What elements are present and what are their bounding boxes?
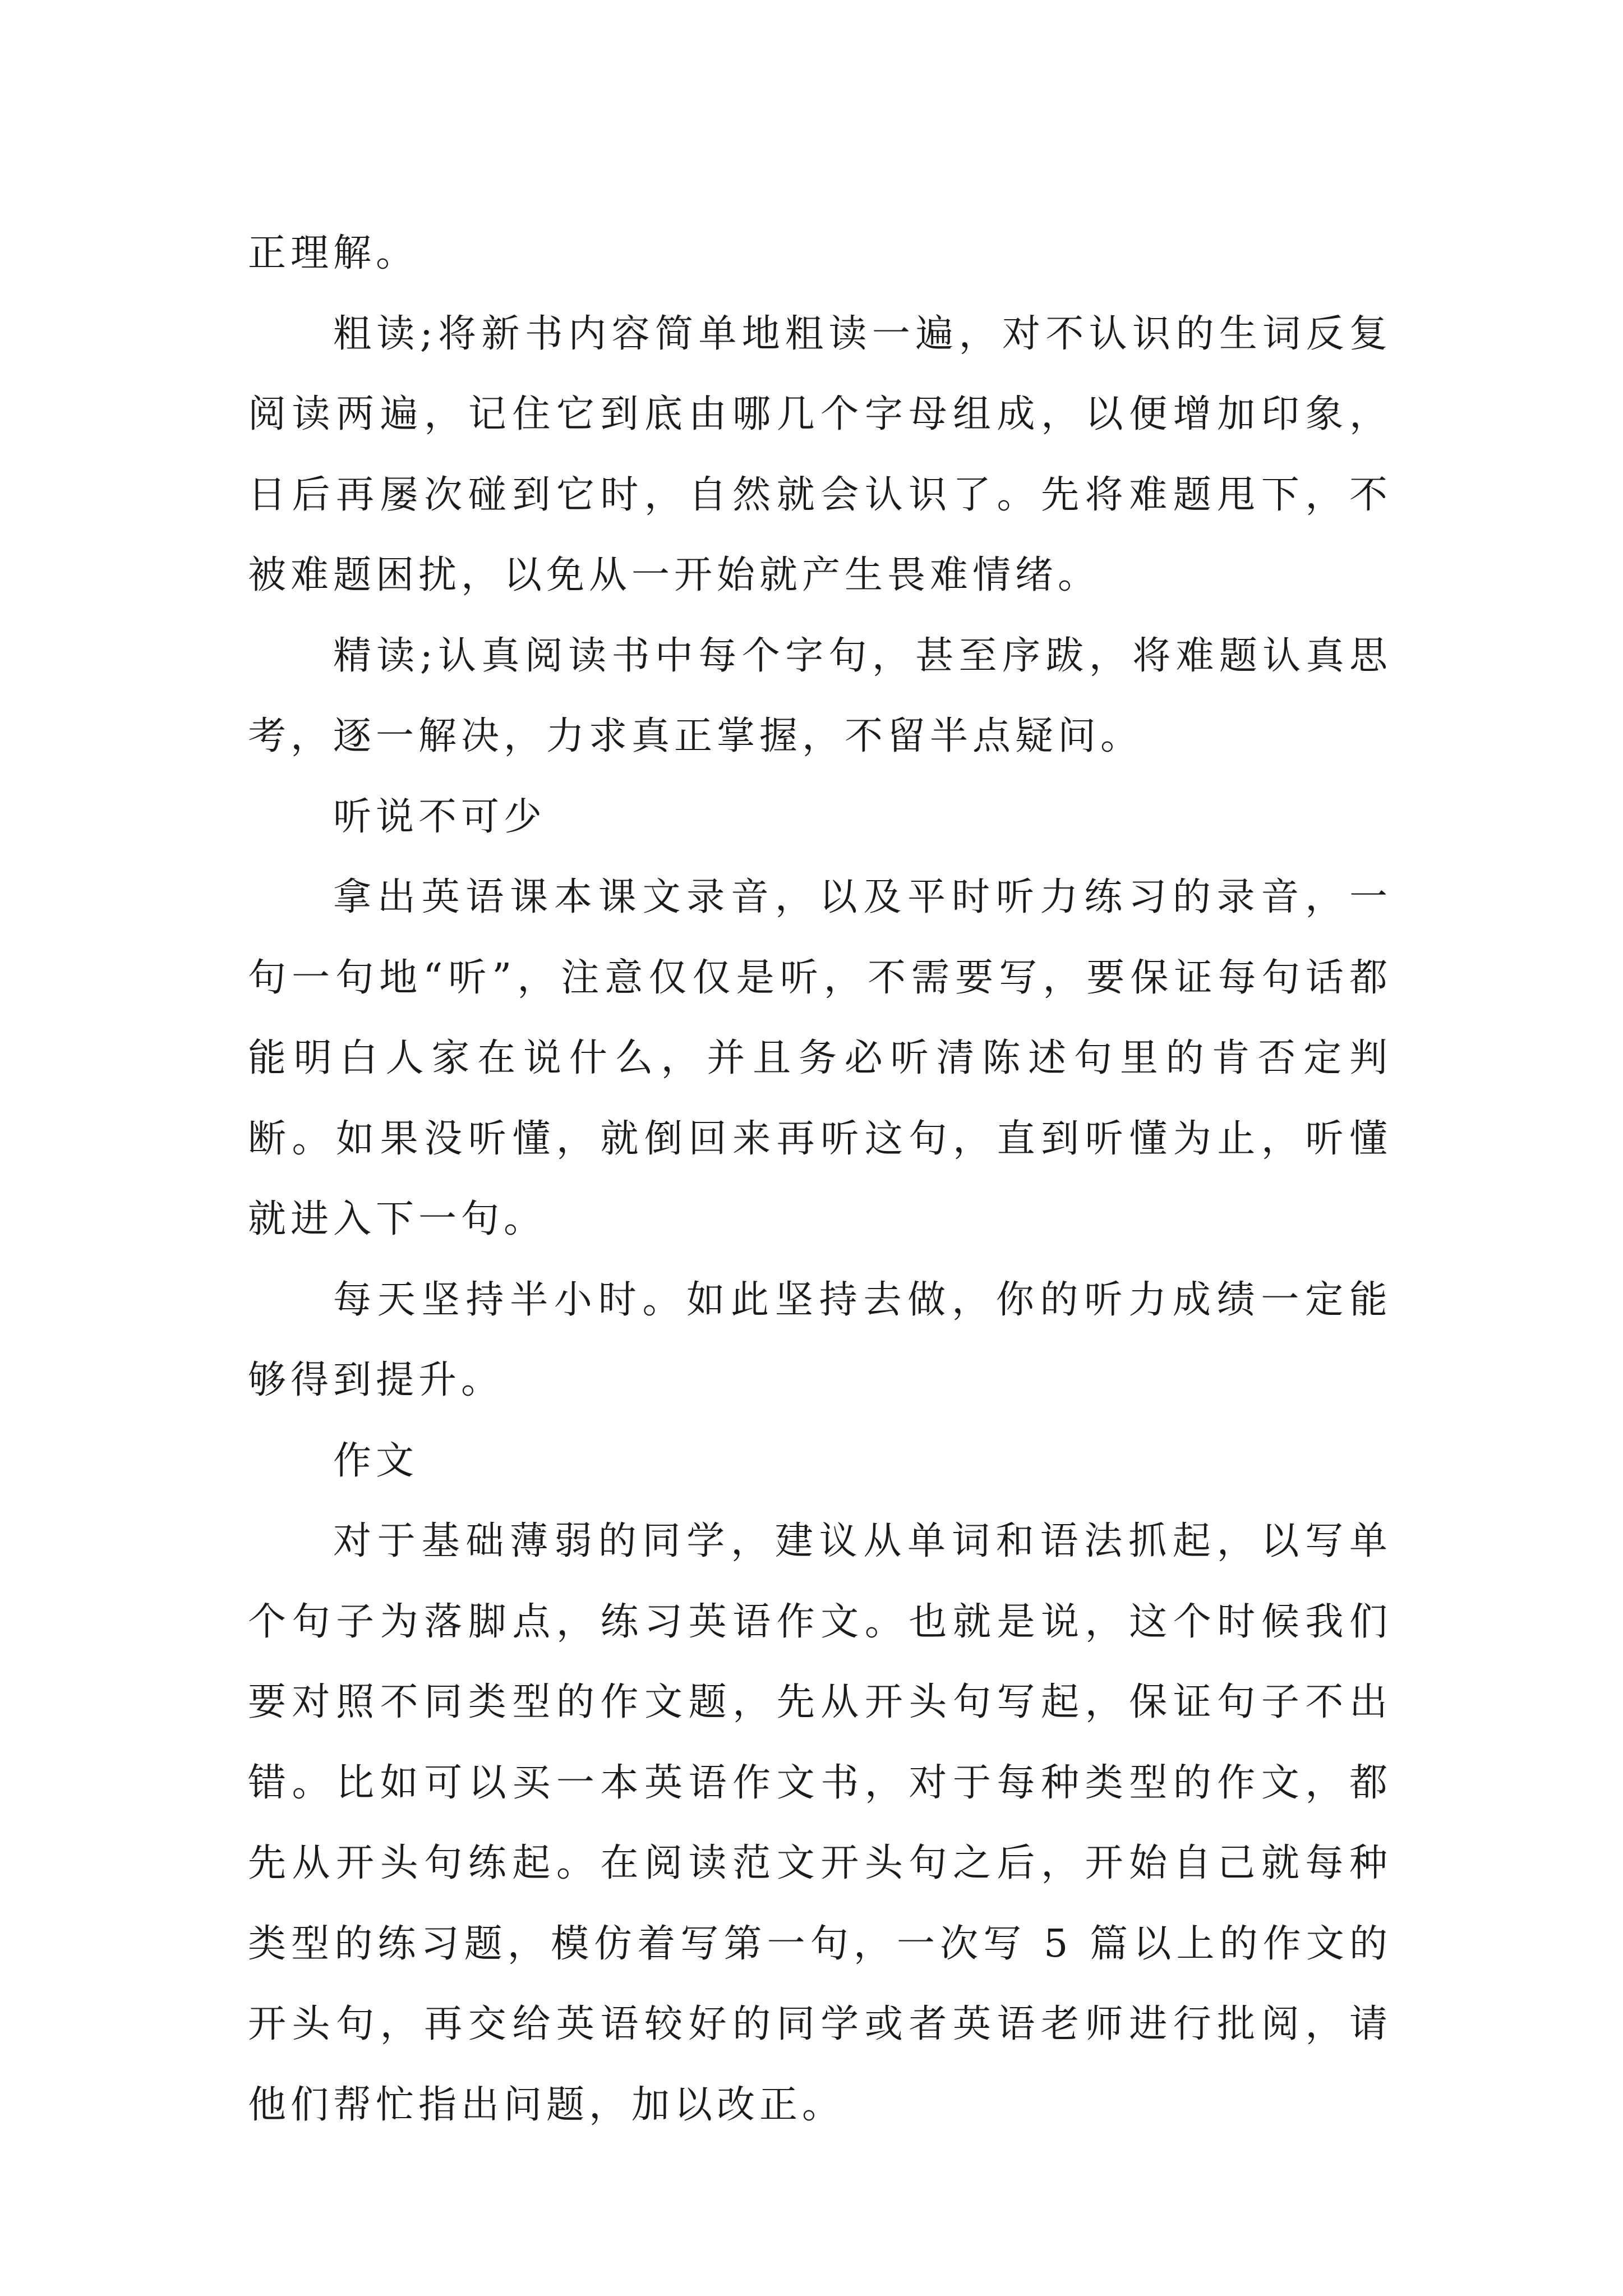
- paragraph-continuation: 正理解。: [248, 231, 419, 275]
- paragraph-listening-practice: 拿出英语课本课文录音，以及平时听力练习的录音，一句一句地“听”，注意仅仅是听，不需要写，要保证每句话都能明白人家在说什么，并且务必听清陈述句里的肯否定判断。如果没听懂，就倒回来再听这句，直到听懂为止，听懂就进入下一句。: [248, 875, 1392, 1241]
- section-heading-listening: 听说不可少: [333, 794, 547, 839]
- paragraph-intensive-reading: 精读;认真阅读书中每个字句，甚至序跋，将难题认真思考，逐一解决，力求真正掌握，不留半点疑问。: [248, 633, 1392, 758]
- paragraph-daily-practice: 每天坚持半小时。如此坚持去做，你的听力成绩一定能够得到提升。: [248, 1277, 1392, 1402]
- paragraph-writing-practice: 对于基础薄弱的同学，建议从单词和语法抓起，以写单个句子为落脚点，练习英语作文。也就是说，这个时候我们要对照不同类型的作文题，先从开头句写起，保证句子不出错。比如可以买一本英语作文书，对于每种类型的作文，都先从开头句练起。在阅读范文开头句之后，开始自己就每种类型的练习题，模仿着写第一句，一次写 5 篇以上的作文的开头句，再交给英语较好的同学或者英语老师进行批阅，请他们帮忙指出问题，加以改正。: [248, 1519, 1392, 2127]
- paragraph-skim-reading: 粗读;将新书内容简单地粗读一遍，对不认识的生词反复阅读两遍，记住它到底由哪几个字母组成，以便增加印象，日后再屡次碰到它时，自然就会认识了。先将难题甩下，不被难题困扰，以免从一开始就产生畏难情绪。: [248, 311, 1392, 597]
- document-body: [248, 213, 1392, 2145]
- section-heading-writing: 作文: [333, 1438, 419, 1483]
